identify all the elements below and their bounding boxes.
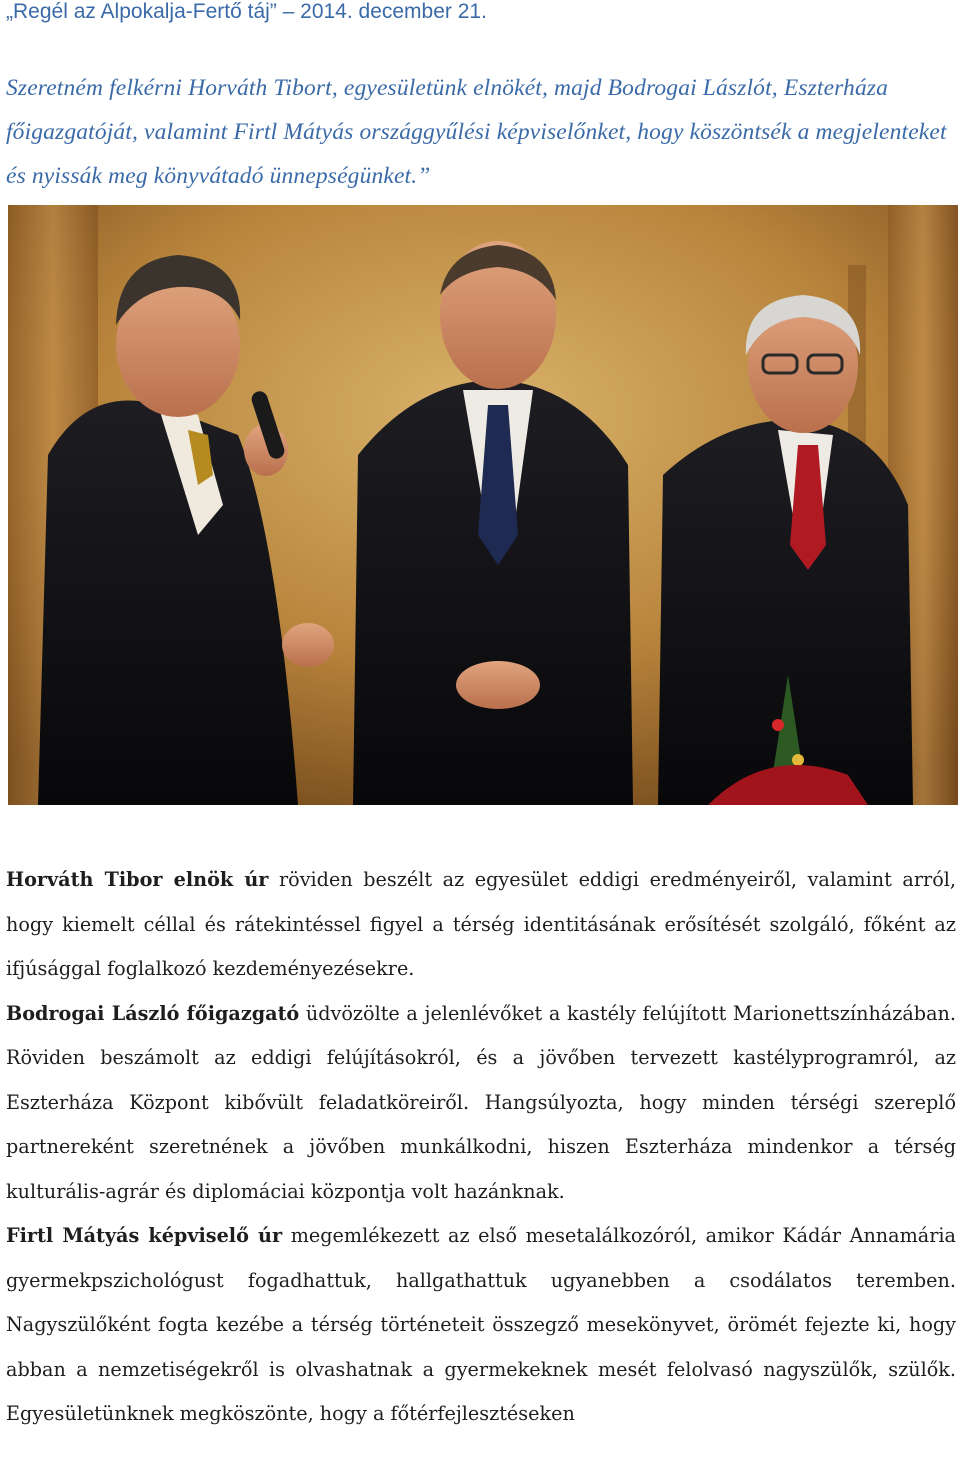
- paragraph-horvath: [6, 858, 956, 992]
- paragraph-lead-name: Firtl Mátyás képviselő úr: [6, 1224, 283, 1247]
- paragraph-text: röviden beszélt az egyesület eddigi eredményeiről, valamint arról, hogy kiemelt céllal és rátekintéssel figyel a térség identitásának erősítését szolgáló, főként az ifjúsággal foglalkozó kezdeményezésekre.: [6, 868, 956, 980]
- paragraph-text: üdvözölte a jelenlévőket a kastély felújított Marionettszínházában. Röviden beszámolt az eddigi felújításokról, és a jövőben tervezett kastélyprogramról, az Eszterháza Központ kibővült feladatköreiről. Hangsúlyozta, hogy minden térségi szereplő partnereként szeretnének a jövőben munkálkodni, hiszen Eszterháza mindenkor a térség kulturális-agrár és diplomáciai központja volt hazánknak.: [6, 1001, 956, 1203]
- event-photo: [8, 205, 958, 805]
- intro-quote: Szeretném felkérni Horváth Tibort, egyesületünk elnökét, majd Bodrogai Lászlót, Eszterháza főigazgatóját, valamint Firtl Mátyás országgyűlési képviselőnket, hogy köszöntsék a megjelenteket és nyissák meg könyvátadó ünnepségünket.”: [6, 75, 947, 189]
- paragraph-bodrogai: [6, 992, 956, 1215]
- page-header: „Regél az Alpokalja-Fertő táj” – 2014. december 21.: [6, 0, 487, 23]
- paragraph-lead-name: Horváth Tibor elnök úr: [6, 868, 269, 891]
- paragraph-firtl: [6, 1214, 956, 1437]
- paragraph-text: megemlékezett az első mesetalálkozóról, amikor Kádár Annamária gyermekpszichológust fogadhattuk, hallgathattuk ugyanebben a csodálatos teremben. Nagyszülőként fogta kezébe a térség történeteit összegző mesekönyvet, örömét fejezte ki, hogy abban a nemzetiségekről is olvashatnak a gyermekeknek mesét felolvasó nagyszülők, szülők. Egyesületünknek megköszönte, hogy a főtérfejlesztéseken: [6, 1224, 956, 1425]
- paragraph-lead-name: Bodrogai László főigazgató: [6, 1001, 300, 1025]
- article-body: [6, 858, 956, 1437]
- three-men-photo-illustration: [8, 205, 958, 805]
